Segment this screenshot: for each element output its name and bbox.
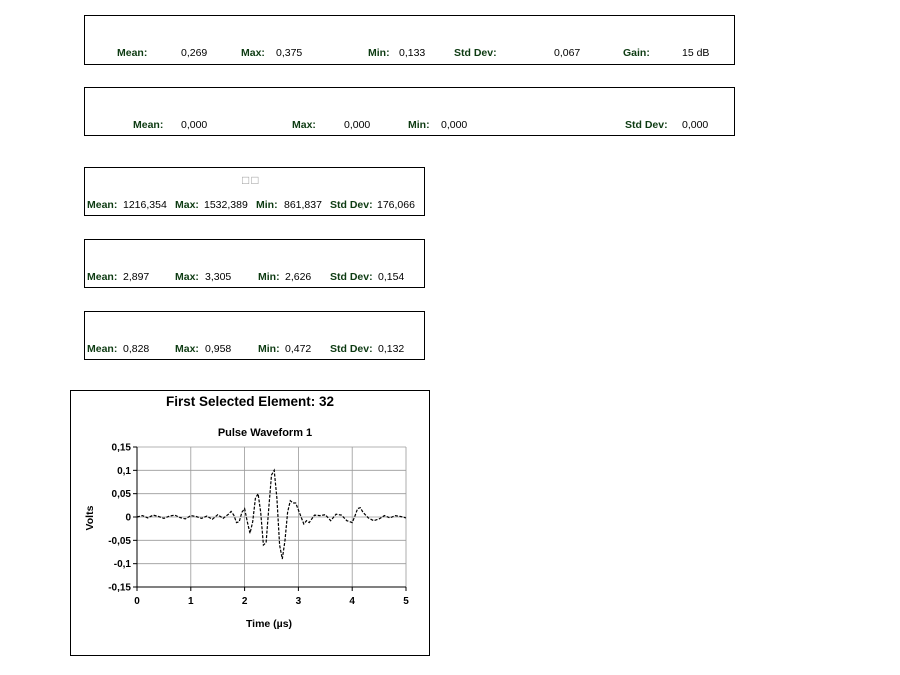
pulse-waveform-chart bbox=[71, 391, 428, 653]
max-label: Max: bbox=[292, 119, 316, 131]
min-label: Min: bbox=[408, 119, 430, 131]
waveform-line bbox=[137, 470, 406, 559]
max-value: 0,000 bbox=[344, 119, 371, 131]
min-value: 2,626 bbox=[285, 271, 312, 283]
chart-panel bbox=[70, 390, 430, 656]
min-value: 0,472 bbox=[285, 343, 312, 355]
stats-box-3 bbox=[84, 167, 425, 216]
x-tick-label: 1 bbox=[188, 596, 194, 607]
y-tick-label: 0 bbox=[125, 512, 131, 524]
gain-label: Gain: bbox=[623, 47, 650, 59]
chart-series bbox=[137, 470, 406, 559]
stats-bar-1 bbox=[84, 15, 735, 65]
std-dev-value: 0,000 bbox=[682, 119, 709, 131]
mean-value: 0,828 bbox=[123, 343, 150, 355]
y-tick-label: 0,15 bbox=[111, 442, 131, 454]
x-tick-label: 2 bbox=[241, 596, 248, 607]
x-tick-label: 4 bbox=[349, 596, 355, 607]
y-tick-label: -0,1 bbox=[113, 559, 131, 571]
chart-grid bbox=[137, 447, 406, 587]
missing-glyph-icon: □□ bbox=[242, 173, 261, 187]
chart-panel-heading: First Selected Element: 32 bbox=[165, 394, 335, 409]
std-dev-value: 0,132 bbox=[378, 343, 405, 355]
std-dev-value: 176,066 bbox=[377, 199, 415, 211]
min-label: Min: bbox=[258, 271, 280, 283]
mean-label: Mean: bbox=[133, 119, 164, 131]
max-label: Max: bbox=[241, 47, 265, 59]
stats-bar-2 bbox=[84, 87, 735, 136]
mean-label: Mean: bbox=[87, 271, 118, 283]
std-dev-label: Std Dev: bbox=[625, 119, 668, 131]
max-value: 0,958 bbox=[205, 343, 232, 355]
gain-value: 15 dB bbox=[682, 47, 710, 59]
mean-label: Mean: bbox=[87, 199, 118, 211]
y-tick-label: -0,05 bbox=[108, 535, 131, 547]
min-value: 861,837 bbox=[284, 199, 322, 211]
mean-label: Mean: bbox=[87, 343, 118, 355]
std-dev-label: Std Dev: bbox=[330, 271, 373, 283]
stats-box-4 bbox=[84, 239, 425, 288]
mean-value: 0,269 bbox=[181, 47, 208, 59]
std-dev-value: 0,067 bbox=[554, 47, 581, 59]
max-label: Max: bbox=[175, 199, 199, 211]
max-value: 3,305 bbox=[205, 271, 232, 283]
y-tick-label: 0,1 bbox=[117, 465, 131, 477]
std-dev-label: Std Dev: bbox=[330, 343, 373, 355]
stats-box-5 bbox=[84, 311, 425, 360]
max-value: 1532,389 bbox=[204, 199, 248, 211]
x-axis-label: Time (µs) bbox=[245, 618, 293, 630]
std-dev-label: Std Dev: bbox=[454, 47, 497, 59]
x-tick-label: 3 bbox=[295, 596, 302, 607]
max-label: Max: bbox=[175, 343, 199, 355]
mean-value: 0,000 bbox=[181, 119, 208, 131]
min-value: 0,000 bbox=[441, 119, 468, 131]
min-label: Min: bbox=[258, 343, 280, 355]
y-tick-label: 0,05 bbox=[111, 489, 131, 501]
max-value: 0,375 bbox=[276, 47, 303, 59]
mean-label: Mean: bbox=[117, 47, 148, 59]
chart-axes bbox=[108, 443, 409, 608]
std-dev-label: Std Dev: bbox=[330, 199, 373, 211]
min-label: Min: bbox=[256, 199, 278, 211]
y-tick-label: -0,15 bbox=[108, 582, 131, 594]
mean-value: 2,897 bbox=[123, 271, 150, 283]
chart-title: Pulse Waveform 1 bbox=[217, 427, 313, 439]
max-label: Max: bbox=[175, 271, 199, 283]
y-axis-label: Volts bbox=[84, 505, 96, 531]
x-tick-label: 5 bbox=[403, 596, 409, 607]
mean-value: 1216,354 bbox=[123, 199, 167, 211]
x-tick-label: 0 bbox=[134, 596, 140, 607]
min-label: Min: bbox=[368, 47, 390, 59]
std-dev-value: 0,154 bbox=[378, 271, 405, 283]
min-value: 0,133 bbox=[399, 47, 426, 59]
